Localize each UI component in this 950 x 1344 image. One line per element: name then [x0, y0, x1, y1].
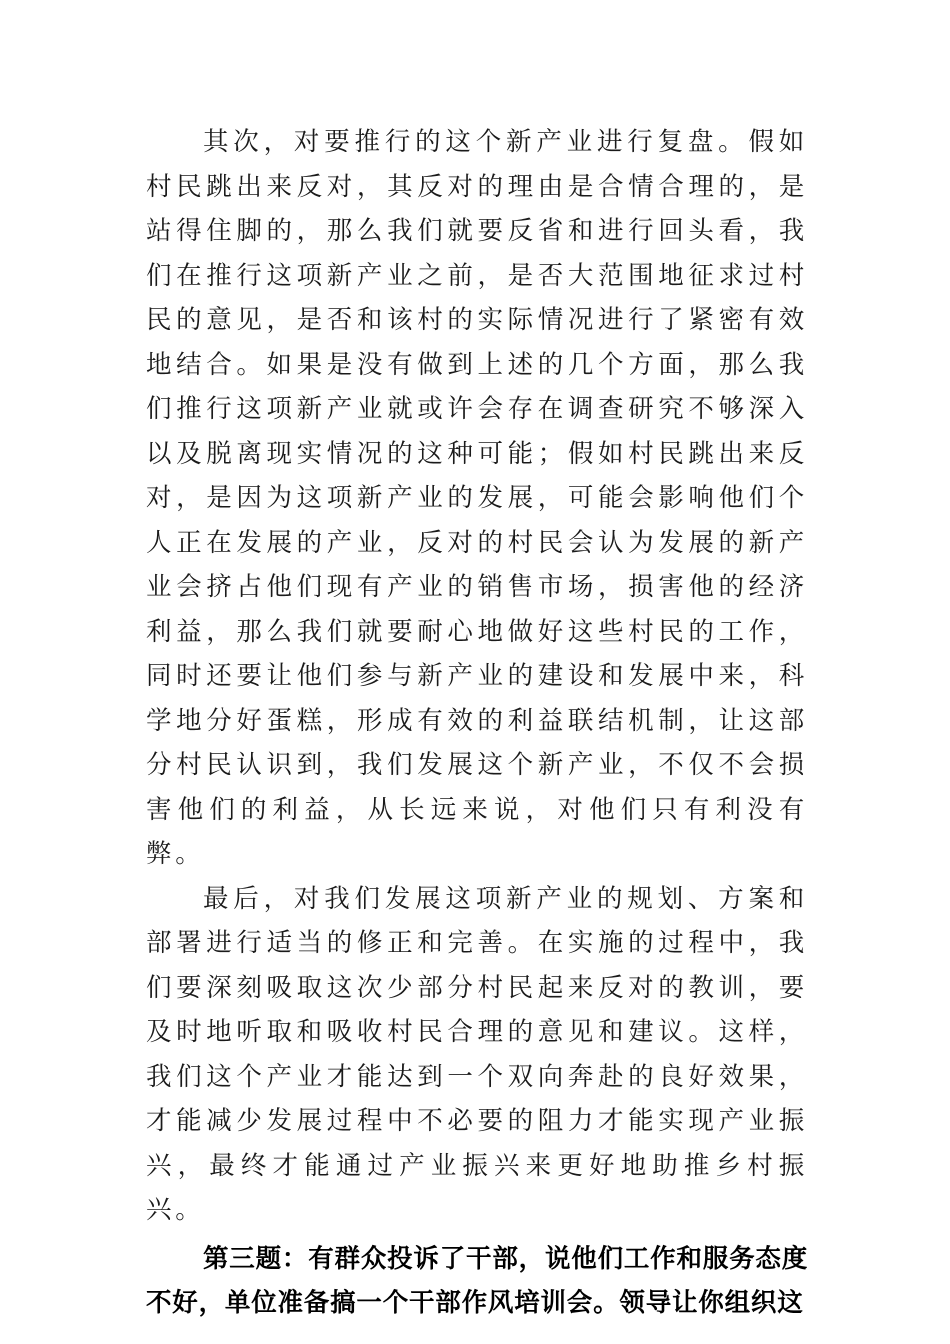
paragraph-revise-plan: 最后，对我们发展这项新产业的规划、方案和部署进行适当的修正和完善。在实施的过程中，我们要深刻吸取这次少部分村民起来反对的教训，要及时地听取和吸收村民合理的意见和建议。这样，我们这个产业才能达到一个双向奔赴的良好效果，才能减少发展过程中不必要的阻力才能实现产业振兴，最终才能通过产业振兴来更好地助推乡村振兴。 [146, 883, 808, 1225]
document-body [146, 120, 808, 1326]
question-three-heading: 第三题：有群众投诉了干部，说他们工作和服务态度不好，单位准备搞一个干部作风培训会。领导让你组织这 [146, 1243, 808, 1318]
paragraph-review-industry: 其次，对要推行的这个新产业进行复盘。假如村民跳出来反对，其反对的理由是合情合理的，是站得住脚的，那么我们就要反省和进行回头看，我们在推行这项新产业之前，是否大范围地征求过村民的意见，是否和该村的实际情况进行了紧密有效地结合。如果是没有做到上述的几个方面，那么我们推行这项新产业就或许会存在调查研究不够深入以及脱离现实情况的这种可能；假如村民跳出来反对，是因为这项新产业的发展，可能会影响他们个人正在发展的产业，反对的村民会认为发展的新产业会挤占他们现有产业的销售市场，损害他的经济利益，那么我们就要耐心地做好这些村民的工作，同时还要让他们参与新产业的建设和发展中来，科学地分好蛋糕，形成有效的利益联结机制，让这部分村民认识到，我们发展这个新产业，不仅不会损害他们的利益，从长远来说，对他们只有利没有弊。 [146, 127, 808, 869]
